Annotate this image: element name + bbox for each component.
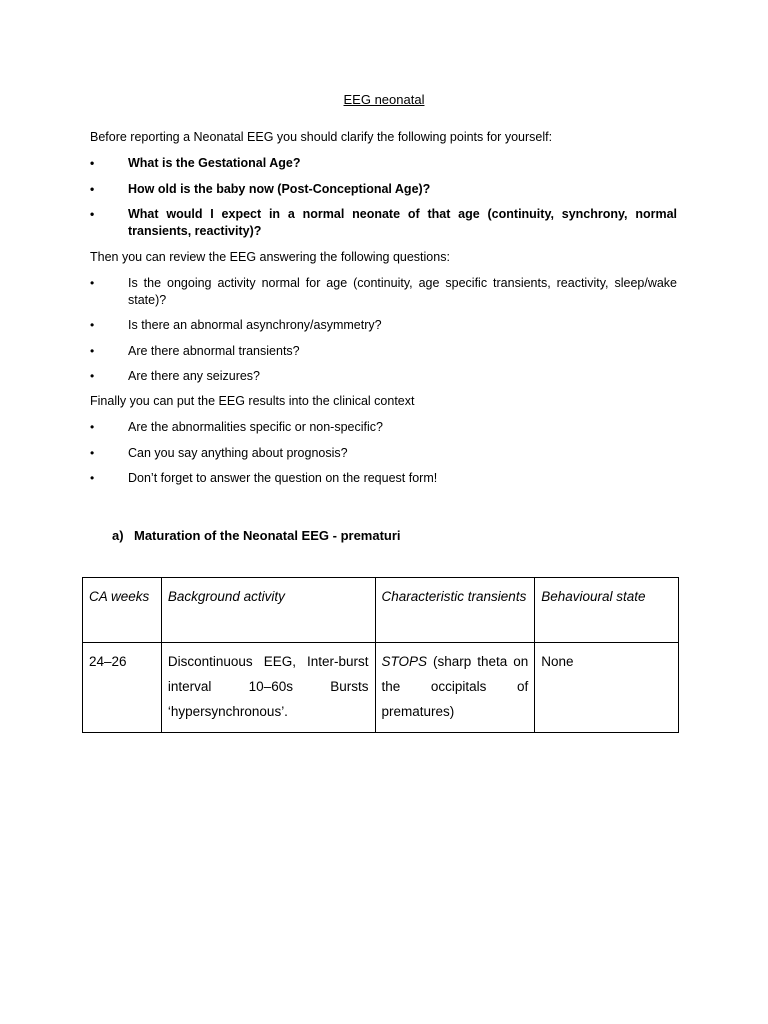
final-intro-paragraph: Finally you can put the EEG results into the clinical context bbox=[90, 394, 415, 408]
review-question: Is there an abnormal asynchrony/asymmetry? bbox=[128, 318, 382, 332]
final-point: Are the abnormalities specific or non-specific? bbox=[128, 420, 383, 434]
section-number: a) bbox=[112, 528, 124, 543]
maturation-table bbox=[82, 577, 679, 733]
table-header-cell: Characteristic transients bbox=[375, 578, 535, 643]
bullet-icon: • bbox=[90, 344, 95, 358]
table-header-cell: Behavioural state bbox=[535, 578, 679, 643]
intro-paragraph: Before reporting a Neonatal EEG you should clarify the following points for yourself: bbox=[90, 130, 553, 144]
table-row bbox=[83, 643, 679, 733]
clarify-point: What is the Gestational Age? bbox=[128, 156, 301, 170]
final-point: Don’t forget to answer the question on the request form! bbox=[128, 471, 438, 485]
review-question: Are there any seizures? bbox=[128, 369, 261, 383]
review-intro-paragraph: Then you can review the EEG answering the following questions: bbox=[90, 250, 450, 264]
page-title: EEG neonatal bbox=[343, 92, 425, 107]
table-cell-state: None bbox=[535, 643, 679, 733]
clarify-point: What would I expect in a normal neonate of that age (continuity, synchrony, normal transients, reactivity)? bbox=[128, 207, 677, 238]
table-header-cell: Background activity bbox=[161, 578, 375, 643]
bullet-icon: • bbox=[90, 276, 95, 290]
section-heading bbox=[112, 528, 401, 543]
transients-term: STOPS bbox=[381, 654, 428, 669]
bullet-icon: • bbox=[90, 156, 95, 170]
bullet-icon: • bbox=[90, 420, 95, 434]
bullet-icon: • bbox=[90, 318, 95, 332]
final-point: Can you say anything about prognosis? bbox=[128, 446, 348, 460]
table-cell-background: Discontinuous EEG, Inter-burst interval 10–60s Bursts ‘hypersynchronous’. bbox=[161, 643, 375, 733]
bullet-icon: • bbox=[90, 369, 95, 383]
section-title: Maturation of the Neonatal EEG - prematuri bbox=[134, 528, 401, 543]
bullet-icon: • bbox=[90, 446, 95, 460]
review-question: Are there abnormal transients? bbox=[128, 344, 300, 358]
table-header-row bbox=[83, 578, 679, 643]
clarify-point: How old is the baby now (Post-Conceptional Age)? bbox=[128, 182, 431, 196]
bullet-icon: • bbox=[90, 207, 95, 221]
transients-description: (sharp theta on the occipitals of prematures) bbox=[381, 654, 529, 719]
bullet-icon: • bbox=[90, 182, 95, 196]
table-cell-transients bbox=[375, 643, 535, 733]
bullet-icon: • bbox=[90, 471, 95, 485]
table-cell-ca-weeks: 24–26 bbox=[83, 643, 162, 733]
review-question: Is the ongoing activity normal for age (continuity, age specific transients, reactivity, sleep/wake state)? bbox=[128, 276, 677, 307]
table-header-cell: CA weeks bbox=[83, 578, 162, 643]
